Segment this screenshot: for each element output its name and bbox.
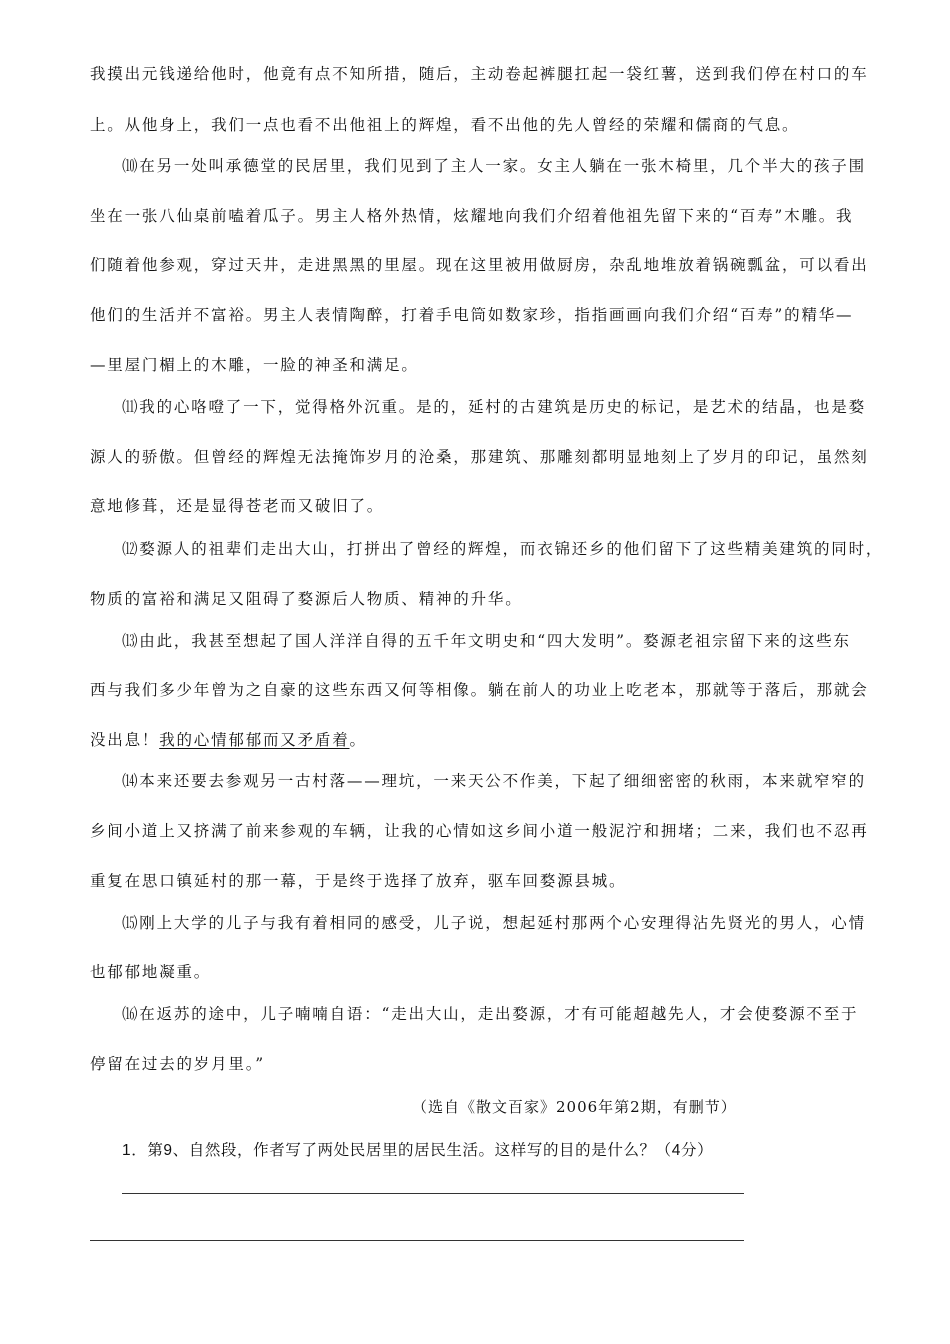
text-line: 上。从他身上，我们一点也看不出他祖上的辉煌，看不出他的先人曾经的荣耀和儒商的气息。 [90,116,800,134]
question-1: 1．第9、自然段，作者写了两处民居里的居民生活。这样写的目的是什么？（4分） [122,1142,714,1159]
paragraph-16-line: ⒃在返苏的途中，儿子喃喃自语：“走出大山，走出婺源，才有可能超越先人，才会使婺源不至于 [122,1005,859,1023]
paragraph-12-line: ⑿婺源人的祖辈们走出大山，打拼出了曾经的辉煌，而衣锦还乡的他们留下了这些精美建筑的同时， [122,540,884,558]
paragraph-15-line: ⒂刚上大学的儿子与我有着相同的感受，儿子说，想起延村那两个心安理得沾先贤光的男人，心情 [122,914,866,932]
text-line [90,730,860,750]
answer-line[interactable] [122,1193,744,1194]
text-line: —里屋门楣上的木雕，一脸的神圣和满足。 [90,356,419,374]
text-line: 也郁郁地凝重。 [90,963,212,981]
text-line: 物质的富裕和满足又阻碍了婺源后人物质、精神的升华。 [90,590,523,608]
text-line: 西与我们多少年曾为之自豪的这些东西又何等相像。躺在前人的功业上吃老本，那就等于落后，那就会 [90,681,869,699]
text-line: 源人的骄傲。但曾经的辉煌无法掩饰岁月的沧桑，那建筑、那雕刻都明显地刻上了岁月的印记，虽然刻 [90,448,869,466]
text-line: 重复在思口镇延村的那一幕，于是终于选择了放弃，驱车回婺源县城。 [90,872,627,890]
text-line: 意地修葺，还是显得苍老而又破旧了。 [90,497,385,515]
text-line: 停留在过去的岁月里。” [90,1055,265,1073]
paragraph-14-line: ⒁本来还要去参观另一古村落——理坑，一来天公不作美，下起了细细密密的秋雨，本来就窄窄的 [122,772,866,790]
text-line: 乡间小道上又挤满了前来参观的车辆，让我的心情如这乡间小道一般泥泞和拥堵；二来，我们也不忍再 [90,822,869,840]
text-line: 坐在一张八仙桌前嗑着瓜子。男主人格外热情，炫耀地向我们介绍着他祖先留下来的“百寿”木雕。我 [90,207,854,225]
paragraph-10-line: ⑽在另一处叫承德堂的民居里，我们见到了主人一家。女主人躺在一张木椅里，几个半大的孩子围 [122,157,866,175]
underlined-phrase: 我的心情郁郁而又矛盾着 [159,731,350,749]
answer-line[interactable] [90,1240,744,1241]
text-line: 他们的生活并不富裕。男主人表情陶醉，打着手电筒如数家珍，指指画画向我们介绍“百寿”的精华— [90,306,854,324]
text-segment: 。 [349,731,367,749]
text-line: 我摸出元钱递给他时，他竟有点不知所措，随后，主动卷起裤腿扛起一袋红薯，送到我们停在村口的车 [90,65,869,83]
paragraph-13-line: ⒀由此，我甚至想起了国人洋洋自得的五千年文明史和“四大发明”。婺源老祖宗留下来的这些东 [122,632,851,650]
text-segment: 没出息！ [90,731,160,749]
source-citation: （选自《散文百家》2006年第2期，有删节） [412,1098,737,1116]
text-line: 们随着他参观，穿过天井，走进黑黑的里屋。现在这里被用做厨房，杂乱地堆放着锅碗瓢盆，可以看出 [90,256,869,274]
paragraph-11-line: ⑾我的心咯噔了一下，觉得格外沉重。是的，延村的古建筑是历史的标记，是艺术的结晶，也是婺 [122,398,866,416]
